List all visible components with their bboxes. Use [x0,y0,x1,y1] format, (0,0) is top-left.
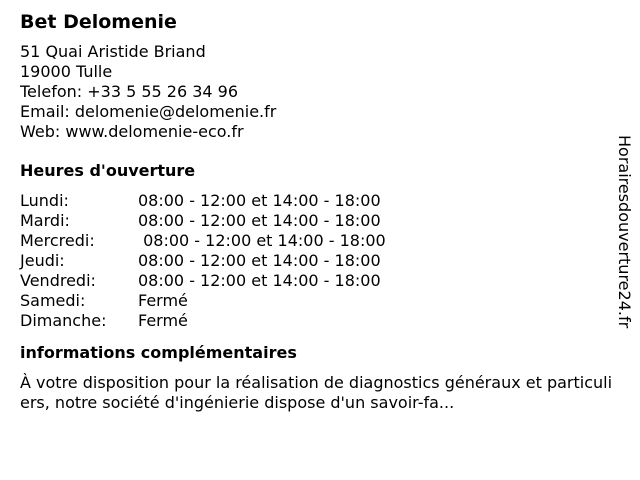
hours-row-dimanche [20,311,620,331]
day-label: Mercredi: [20,231,95,250]
hours-row-vendredi [20,271,620,291]
time-range: 08:00 - 12:00 et 14:00 - 18:00 [138,211,381,230]
day-label: Lundi: [20,191,69,210]
time-range: 08:00 - 12:00 et 14:00 - 18:00 [138,271,381,290]
day-label: Vendredi: [20,271,96,290]
time-range: Fermé [138,311,188,330]
opening-hours-heading: Heures d'ouverture [20,161,196,180]
day-label: Samedi: [20,291,86,310]
additional-info-text: À votre disposition pour la réalisation de diagnostics généraux et particuliers, notre société d'ingénierie dispose d'un savoir-fa... [20,373,613,412]
hours-row-jeudi [20,251,620,271]
business-name: Bet Delomenie [20,11,177,33]
opening-hours-table [20,191,620,331]
day-label: Jeudi: [20,251,65,270]
time-range: 08:00 - 12:00 et 14:00 - 18:00 [138,191,381,210]
site-watermark: Horairesdouverture24.fr [615,135,634,329]
hours-row-mercredi [20,231,620,251]
time-range: 08:00 - 12:00 et 14:00 - 18:00 [138,251,381,270]
hours-row-mardi [20,211,620,231]
phone-line[interactable]: Telefon: +33 5 55 26 34 96 [20,82,239,101]
hours-row-lundi [20,191,620,211]
day-label: Dimanche: [20,311,107,330]
address-city: 19000 Tulle [20,62,113,81]
address-street: 51 Quai Aristide Briand [20,42,206,61]
web-line[interactable]: Web: www.delomenie-eco.fr [20,122,244,141]
business-card [20,10,620,413]
time-range: Fermé [138,291,188,310]
email-line[interactable]: Email: delomenie@delomenie.fr [20,102,277,121]
day-label: Mardi: [20,211,70,230]
additional-info-heading: informations complémentaires [20,343,297,362]
time-range: 08:00 - 12:00 et 14:00 - 18:00 [138,231,386,250]
hours-row-samedi [20,291,620,311]
